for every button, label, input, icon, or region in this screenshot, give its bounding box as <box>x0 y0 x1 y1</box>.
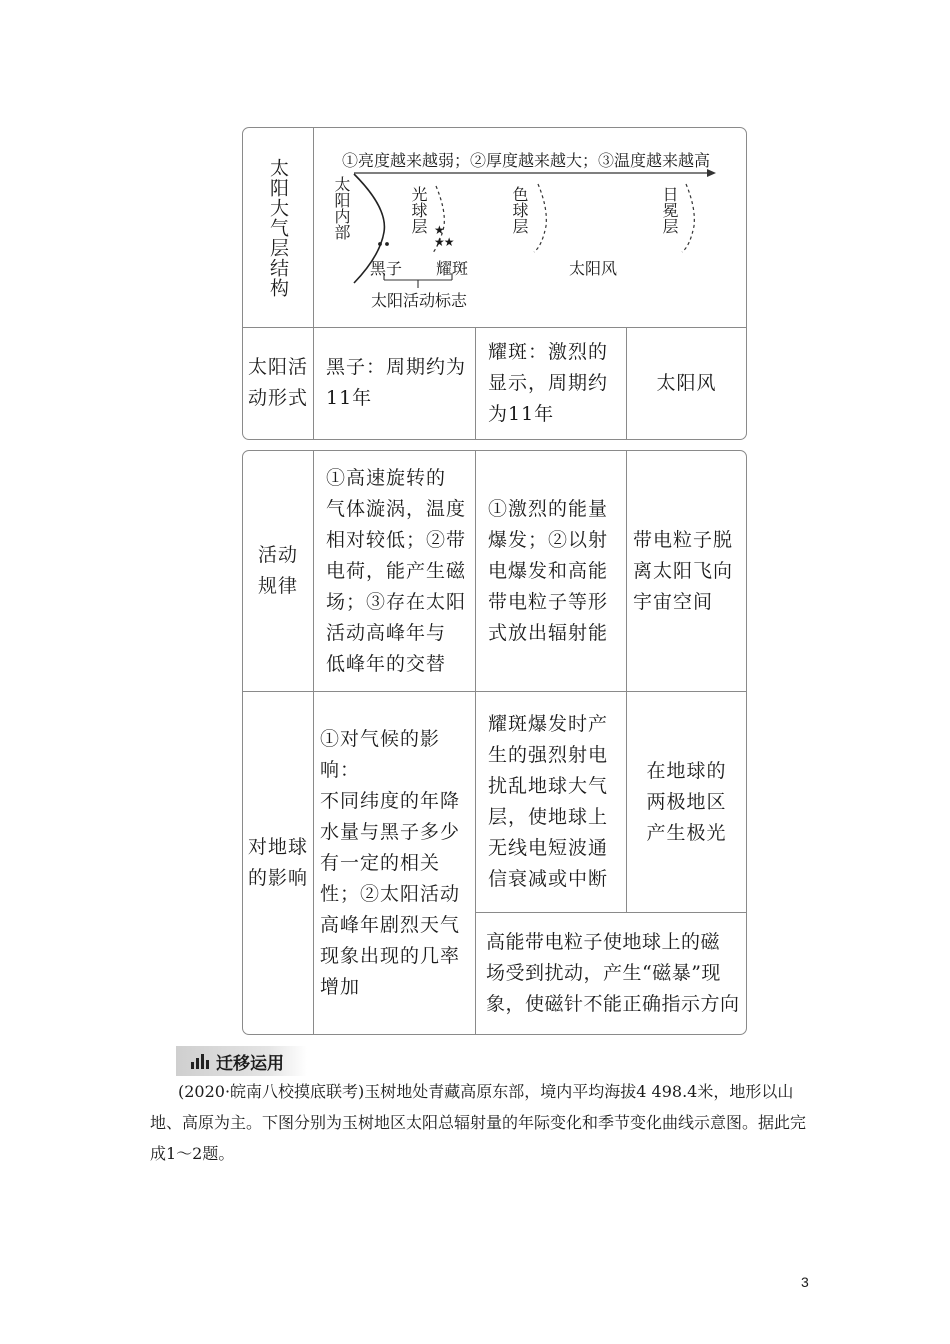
label-sun-interior: 太阳内部 <box>332 176 351 240</box>
section-title: 迁移运用 <box>216 1053 284 1074</box>
rules-flare-cell: ①激烈的能量 爆发；②以射 电爆发和高能 带电粒子等形 式放出辐射能 <box>488 497 609 644</box>
diagram-trend-text: ①亮度越来越弱；②厚度越来越大；③温度越来越高 <box>342 151 711 170</box>
section-heading <box>176 1046 307 1076</box>
question-intro-paragraph: (2020·皖南八校摸底联考)玉树地处青藏高原东部，境内平均海拔4 498.4米，地形以山地、高原为主。下图分别为玉树地区太阳总辐射量的年际变化和季节变化曲线示意图。据此完成1～2题。 <box>150 1082 807 1163</box>
structure-row-header: 太阳大气层结构 <box>267 157 289 298</box>
impact-merged-cell: 高能带电粒子使地球上的磁 场受到扰动，产生“磁暴”现 象，使磁针不能正确指示方向 <box>486 931 740 1015</box>
forms-sunspot-cell: 黑子：周期约为 11年 <box>326 356 467 409</box>
label-corona: 日冕层 <box>660 186 679 234</box>
label-sunspot: 黑子 <box>370 259 403 278</box>
forms-wind-cell: 太阳风 <box>656 371 717 394</box>
label-activity-marker: 太阳活动标志 <box>371 291 468 310</box>
label-solar-wind: 太阳风 <box>569 259 618 278</box>
label-photosphere: 光球层 <box>409 186 428 234</box>
rules-row-header: 活动 规律 <box>257 544 298 597</box>
page-number: 3 <box>801 1274 809 1290</box>
impact-sunspot-cell: ①对气候的影响： 不同纬度的年降 水量与黑子多少 有一定的相关 性；②太阳活动 高峰年剧烈天气 现象出现的几率 增加 <box>320 727 461 998</box>
bar-chart-icon <box>190 1052 210 1070</box>
forms-flare-cell: 耀斑：激烈的 显示，周期约 为11年 <box>488 340 609 425</box>
rules-wind-cell: 带电粒子脱 离太阳飞向 宇宙空间 <box>633 528 734 613</box>
label-flare: 耀斑 <box>436 259 469 278</box>
atmosphere-diagram <box>314 128 746 327</box>
label-chromosphere: 色球层 <box>510 186 529 234</box>
impact-wind-cell: 在地球的 两极地区 产生极光 <box>646 759 727 844</box>
flare-stars-icon: ★ ★★ <box>434 223 454 249</box>
rules-sunspot-cell: ①高速旋转的 气体漩涡，温度 相对较低；②带 电荷，能产生磁 场；③存在太阳 活动高峰年与 低峰年的交替 <box>326 466 467 675</box>
impact-row-header: 对地球 的影响 <box>247 836 308 889</box>
forms-row-header: 太阳活 动形式 <box>247 356 308 409</box>
impact-flare-cell: 耀斑爆发时产 生的强烈射电 扰乱地球大气 层，使地球上 无线电短波通 信衰减或中断 <box>488 713 609 890</box>
